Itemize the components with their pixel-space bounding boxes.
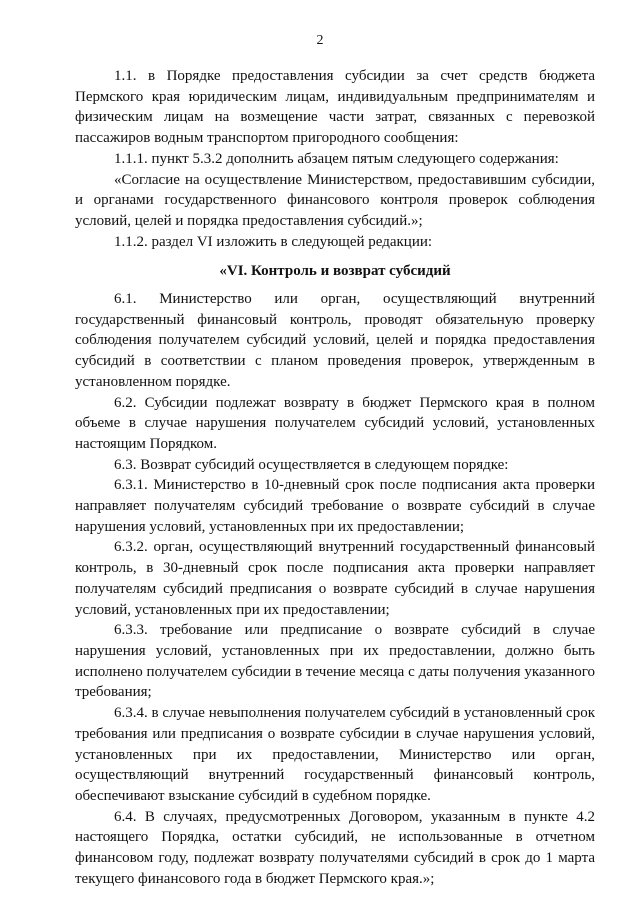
paragraph-6-3-3: 6.3.3. требование или предписание о возврате субсидий в случае нарушения условий, установленных при их предоставлении, должно быть исполнено получателем субсидии в течение месяца с даты получения указанного требования; (75, 622, 595, 701)
page-number: 2 (316, 33, 324, 48)
paragraph-1-1-1: 1.1.1. пункт 5.3.2 дополнить абзацем пятым следующего содержания: (114, 150, 559, 167)
document-body (75, 66, 595, 889)
paragraph-quote-consent: «Согласие на осуществление Министерством, предоставившим субсидии, и органами государственного финансового контроля проверок соблюдения условий, целей и порядка предоставления субсидий.»; (75, 171, 595, 229)
paragraph-6-2: 6.2. Субсидии подлежат возврату в бюджет Пермского края в полном объеме в случае нарушения получателем субсидий условий, установленных настоящим Порядком. (75, 394, 595, 452)
paragraph-1-1-2: 1.1.2. раздел VI изложить в следующей редакции: (114, 233, 433, 250)
paragraph-6-4: 6.4. В случаях, предусмотренных Договором, указанным в пункте 4.2 настоящего Порядка, остатки субсидий, не использованные в отчетном финансовом году, подлежат возврату получателями субсидий в срок до 1 марта текущего финансового года в бюджет Пермского края.»; (75, 808, 595, 887)
paragraph-6-3: 6.3. Возврат субсидий осуществляется в следующем порядке: (114, 456, 509, 473)
paragraph-6-3-1: 6.3.1. Министерство в 10-дневный срок после подписания акта проверки направляет получателям субсидий требование о возврате субсидий в случае нарушения условий, установленных при их предоставлении; (75, 477, 595, 535)
paragraph-1-1: 1.1. в Порядке предоставления субсидии за счет средств бюджета Пермского края юридическим лицам, индивидуальным предпринимателям и физическим лицам на возмещение части затрат, связанных с перевозкой пассажиров водным транспортом пригородного сообщения: (75, 68, 595, 147)
paragraph-6-3-2: 6.3.2. орган, осуществляющий внутренний государственный финансовый контроль, в 30-дневный срок после подписания акта проверки направляет получателям субсидий предписания о возврате субсидий в случае нарушения условий, установленных при их предоставлении; (75, 539, 595, 618)
section-heading: «VI. Контроль и возврат субсидий (219, 263, 451, 280)
paragraph-6-1: 6.1. Министерство или орган, осуществляющий внутренний государственный финансовый контроль, проводят обязательную проверку соблюдения получателем субсидий условий, целей и порядка предоставления субсидий в соответствии с планом проведения проверок, утвержденным в установленном порядке. (75, 291, 595, 390)
paragraph-6-3-4: 6.3.4. в случае невыполнения получателем субсидий в установленный срок требования или предписания о возврате субсидии в случае нарушения условий, установленных при их предоставлении, Министерство или орган, осуществляющий внутренний государственный финансовый контроль, обеспечивают взыскание субсидий в судебном порядке. (75, 705, 595, 804)
